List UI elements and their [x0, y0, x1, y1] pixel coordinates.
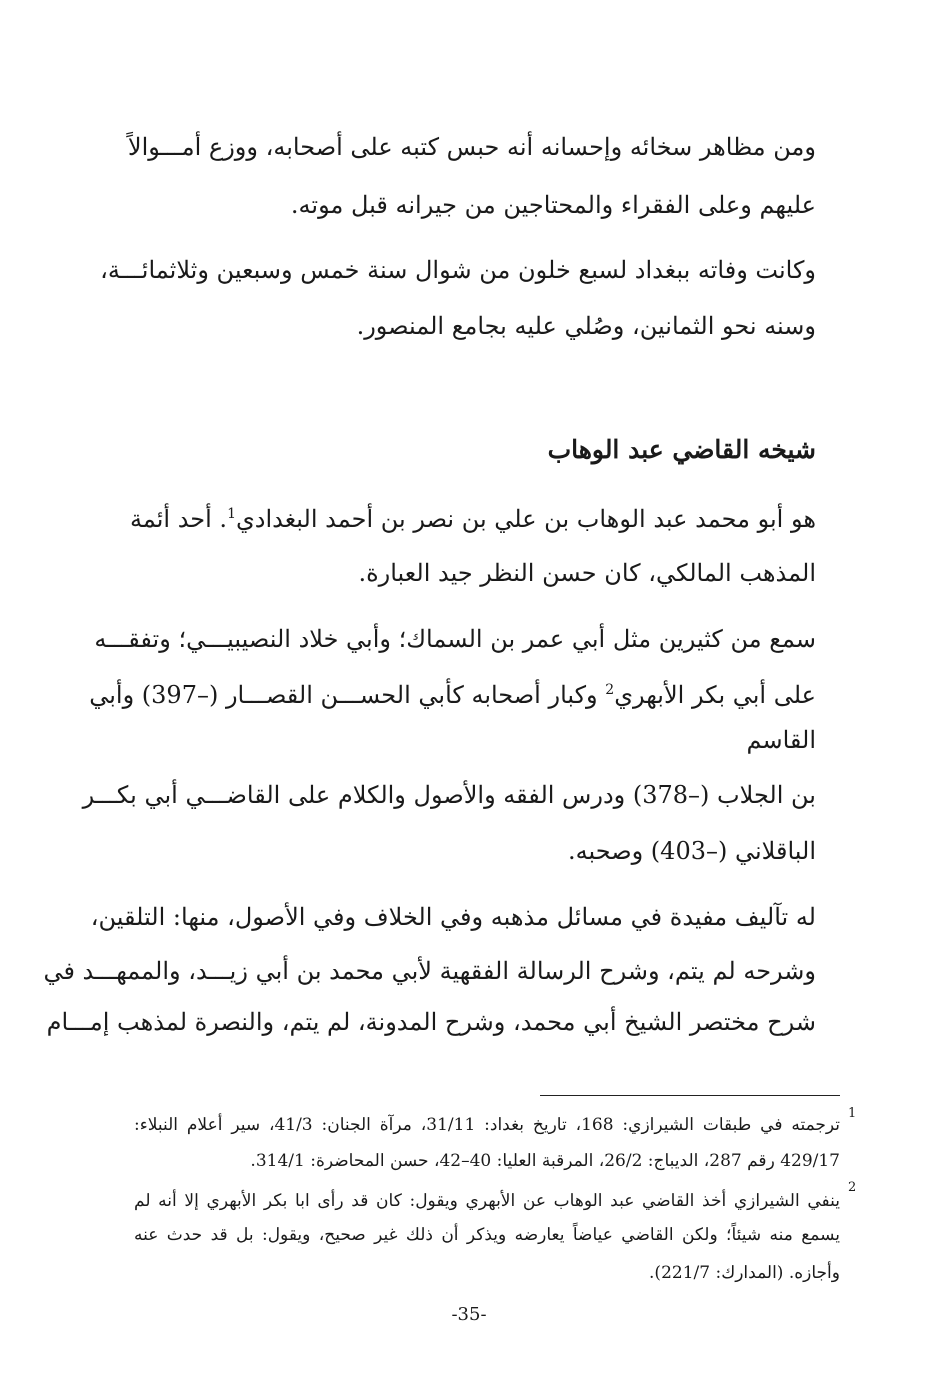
text-line: المذهب المالكي، كان حسن النظر جيد العبارة. [358, 559, 816, 587]
text-line: عليهم وعلى الفقراء والمحتاجين من جيرانه قبل موته. [290, 191, 816, 219]
text-line: ومن مظاهر سخائه وإحسانه أنه حبس كتبه على أصحابه، ووزع أمـــوالاً [127, 133, 816, 161]
text-line [89, 675, 816, 715]
text-span: . أحد أئمة [129, 505, 228, 533]
text-line: القاسم [746, 726, 816, 754]
footnote-number: 2 [848, 1180, 857, 1195]
page-number: -35- [451, 1304, 487, 1325]
footnote-line: ترجمته في طبقات الشيرازي: 168، تاريخ بغداد: 31/11، مرآة الجنان: 41/3، سير أعلام النبلاء: [134, 1115, 841, 1135]
text-span: هو أبو محمد عبد الوهاب بن علي بن نصر بن أحمد البغدادي [235, 505, 816, 533]
text-line: سمع من كثيرين مثل أبي عمر بن السماك؛ وأبي خلاد النصيبيـــي؛ وتفقـــه [94, 625, 816, 653]
text-span: على أبي بكر الأبهري [614, 681, 816, 709]
footnote-line: 429/17 رقم 287، الديباج: 26/2، المرقبة العليا: 40–42، حسن المحاضرة: 314/1. [250, 1151, 840, 1171]
section-heading: شيخه القاضي عبد الوهاب [547, 435, 816, 464]
text-line: وشرحه لم يتم، وشرح الرسالة الفقهية لأبي محمد بن أبي زيـــد، والممهـــد في [43, 957, 816, 985]
text-line: وكانت وفاته ببغداد لسبع خلون من شوال سنة خمس وسبعين وثلاثمائـــة، [100, 256, 816, 284]
footnote-divider [540, 1095, 840, 1096]
text-line: بن الجلاب (–378) ودرس الفقه والأصول والكلام على القاضـــي أبي بكـــر [82, 781, 816, 809]
footnote-line: ينفي الشيرازي أخذ القاضي عبد الوهاب عن الأبهري ويقول: كان قد رأى ابا بكر الأبهري إلا أنه لم [134, 1191, 840, 1211]
footnote-line: وأجازه. (المدارك: 221/7). [649, 1263, 840, 1283]
footnote-line: يسمع منه شيئاً؛ ولكن القاضي عياضاً يعارضه ويذكر أن ذلك غير صحيح، ويقول: بل قد حدث عنه [134, 1225, 840, 1245]
text-line [129, 499, 816, 539]
text-line: وسنه نحو الثمانين، وصُلي عليه بجامع المنصور. [356, 312, 816, 340]
text-line: شرح مختصر الشيخ أبي محمد، وشرح المدونة، لم يتم، والنصرة لمذهب إمـــام [46, 1008, 816, 1036]
text-line: له تآليف مفيدة في مسائل مذهبه وفي الخلاف وفي الأصول، منها: التلقين، [90, 903, 816, 931]
text-span: وكبار أصحابه كأبي الحســـن القصـــار (–397) وأبي [89, 681, 606, 709]
footnote-reference: 1 [227, 506, 236, 522]
footnote-number: 1 [848, 1106, 857, 1121]
text-line: الباقلاني (–403) وصحبه. [567, 837, 816, 865]
footnote-reference: 2 [605, 682, 615, 698]
